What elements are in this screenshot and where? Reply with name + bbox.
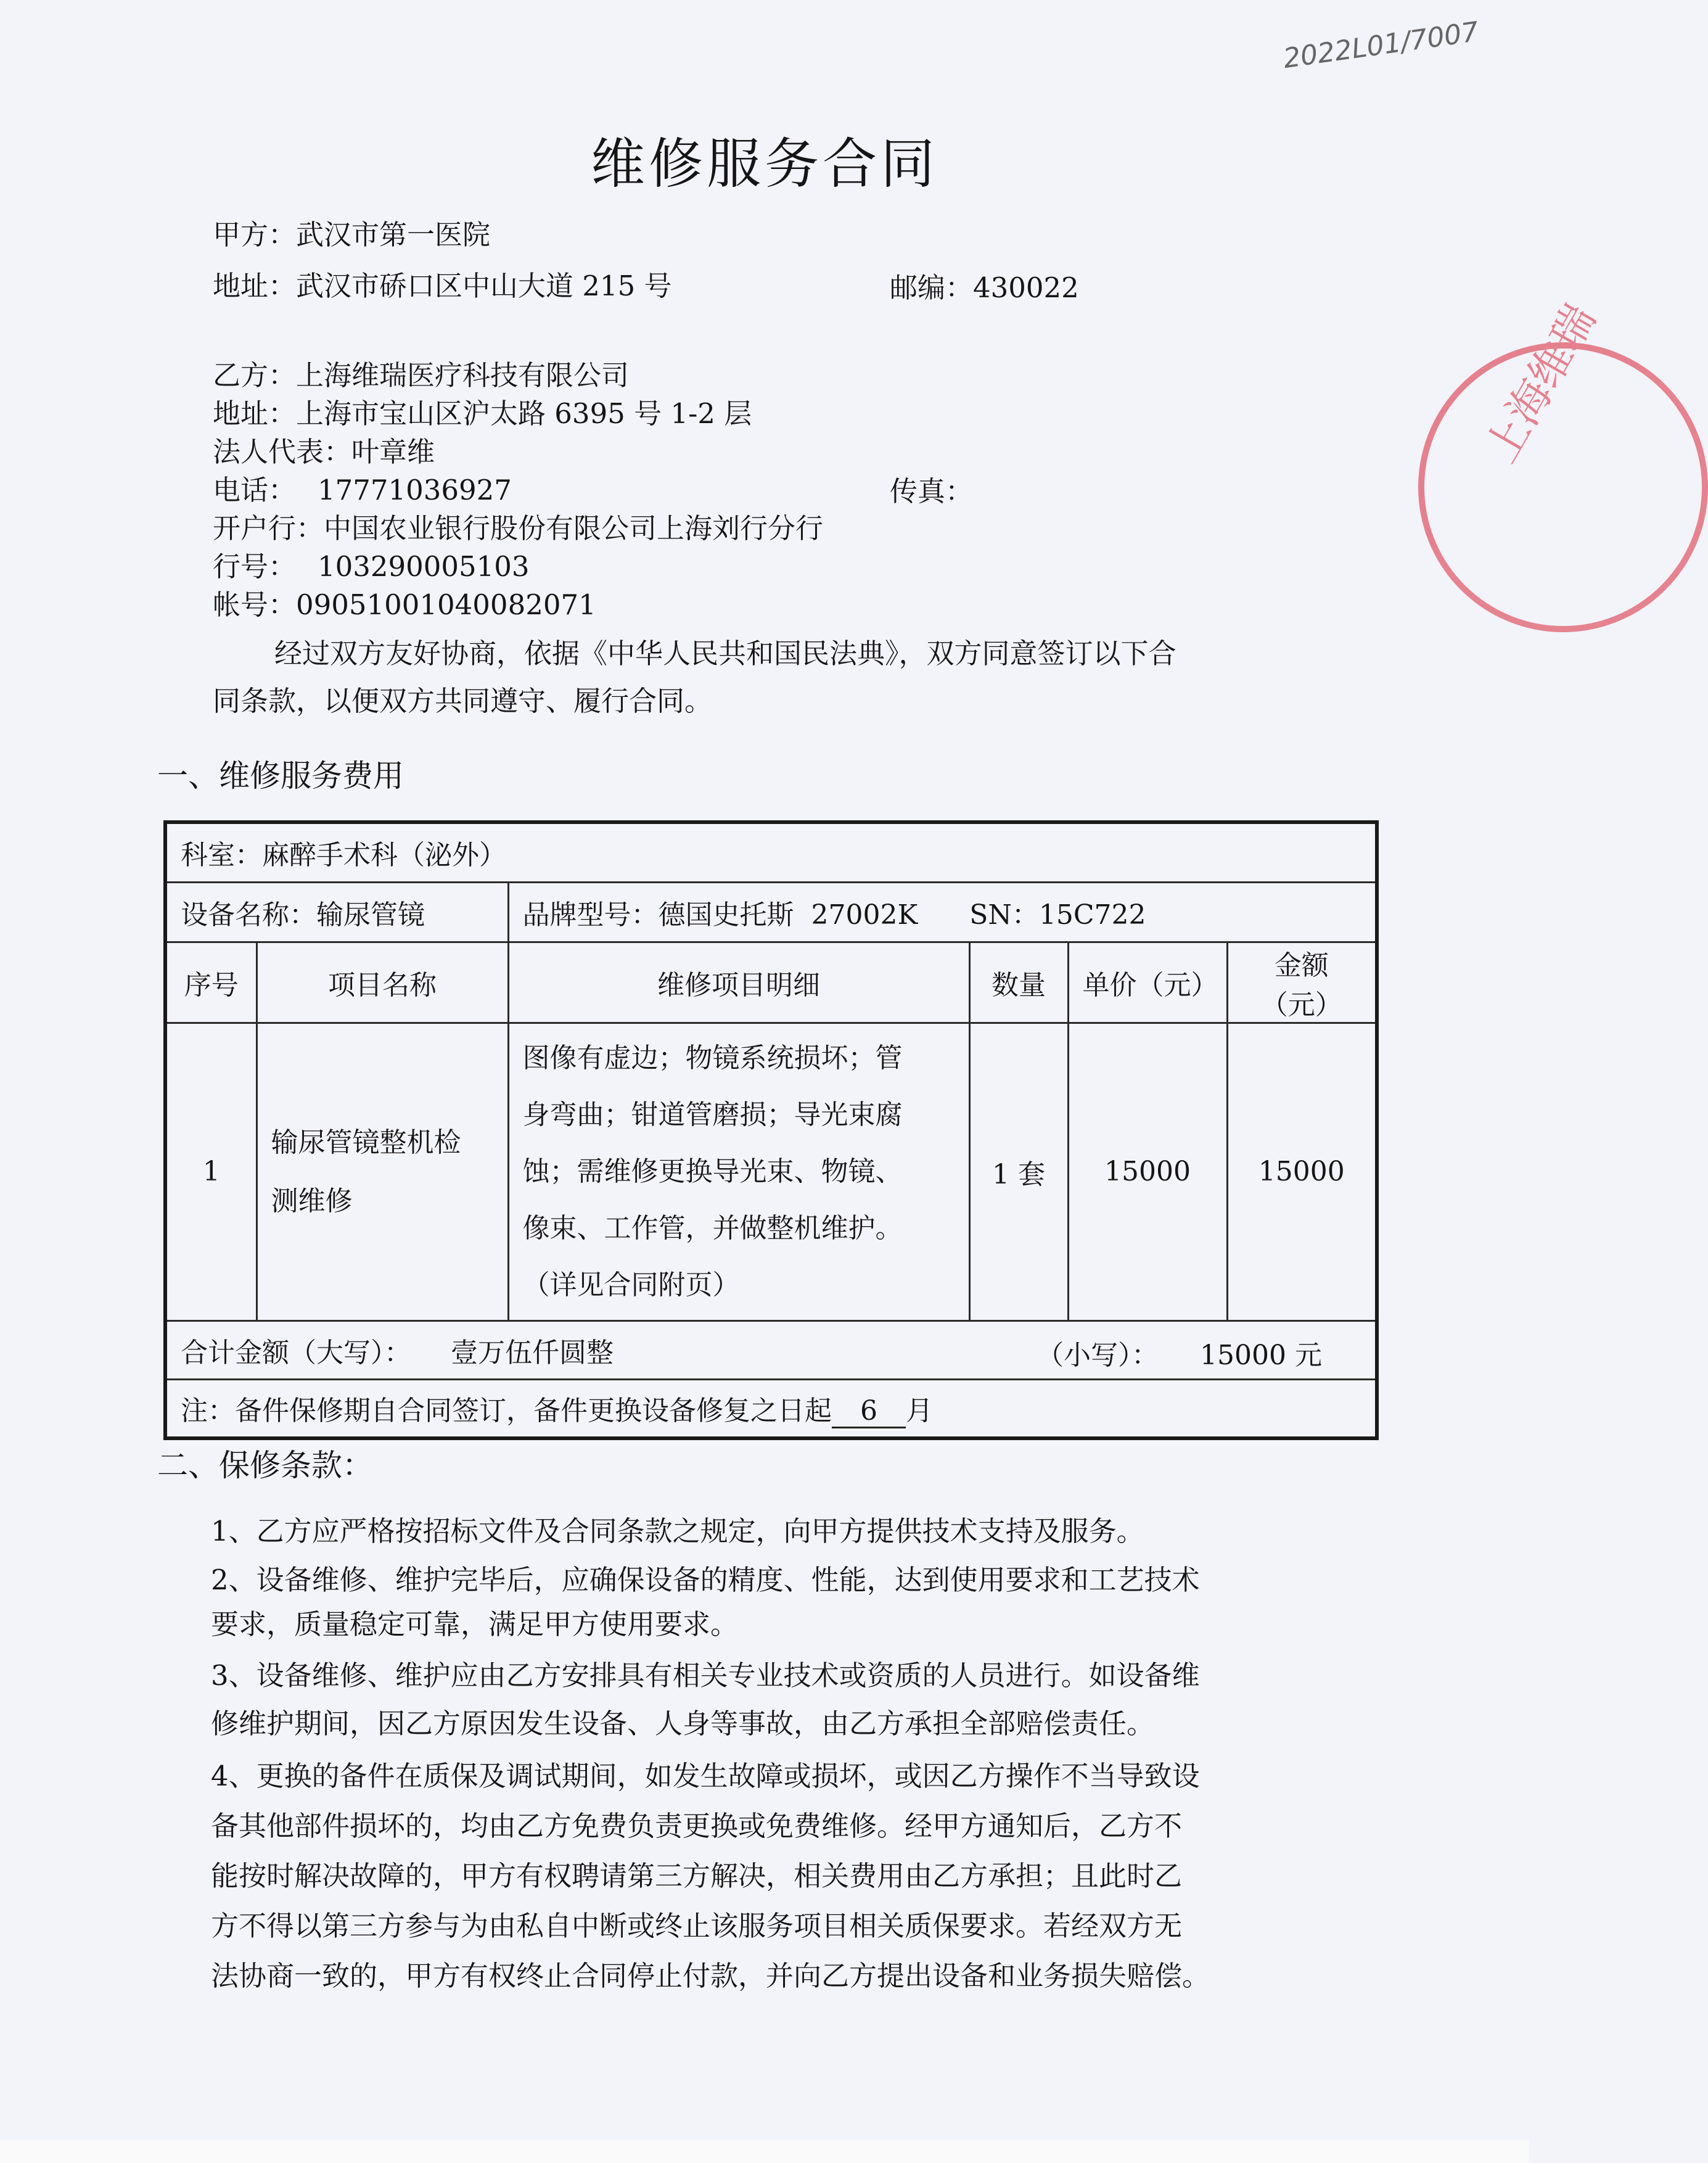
- detail-line: 蚀；需维修更换导光束、物镜、: [522, 1155, 903, 1187]
- clause-2-line-2: 要求，质量稳定可靠，满足甲方使用要求。: [211, 1608, 739, 1641]
- party-b-representative: 法人代表：叶章维: [213, 435, 435, 468]
- service-fee-table: [163, 820, 1379, 1440]
- total-label: 合计金额（大写）：: [181, 1337, 411, 1369]
- device-row: [165, 882, 1377, 942]
- clause-4-line-3: 能按时解决故障的，甲方有权聘请第三方解决，相关费用由乙方承担；且此时乙: [211, 1860, 1183, 1892]
- note-row: [165, 1379, 1377, 1438]
- brand-model-cell: 品牌型号：德国史托斯 27002K SN：15C722: [508, 882, 1377, 942]
- company-seal-stamp: [1418, 296, 1708, 632]
- stamp-text: 上海维瑞: [1475, 296, 1606, 471]
- clause-4-line-4: 方不得以第三方参与为由私自中断或终止该服务项目相关质保要求。若经双方无: [211, 1910, 1183, 1942]
- party-b-phone-label: 电话：: [213, 474, 297, 506]
- clause-4-line-1: 4、更换的备件在质保及调试期间，如发生故障或损坏，或因乙方操作不当导致设: [211, 1760, 1200, 1792]
- intro-line-2: 同条款，以便双方共同遵守、履行合同。: [213, 685, 713, 717]
- row-unit-price: 15000: [1068, 1023, 1227, 1320]
- detail-line: 身弯曲；钳道管磨损；导光束腐: [522, 1098, 903, 1131]
- header-amount: 金额（元）: [1227, 942, 1377, 1023]
- clause-1: 1、乙方应严格按招标文件及合同条款之规定，向甲方提供技术支持及服务。: [211, 1515, 1144, 1547]
- detail-line: （详见合同附页）: [522, 1269, 740, 1301]
- total-row: [165, 1320, 1377, 1379]
- total-small-label: （小写）：: [1037, 1339, 1159, 1371]
- party-b-address: 地址：上海市宝山区沪太路 6395 号 1-2 层: [213, 397, 752, 430]
- row-no: 1: [165, 1023, 257, 1320]
- detail-line: 像束、工作管，并做整机维护。: [522, 1212, 903, 1244]
- party-a-postcode: 邮编：430022: [890, 271, 1079, 304]
- row-item-name-line-2: 测维修: [271, 1185, 353, 1217]
- page-title: 维修服务合同: [591, 132, 939, 196]
- header-no: 序号: [165, 942, 257, 1023]
- party-a-name: 甲方：武汉市第一医院: [213, 218, 491, 251]
- total-small: 15000 元: [1200, 1339, 1322, 1371]
- row-item-name-line-1: 输尿管镜整机检: [271, 1126, 461, 1158]
- device-name-cell: 设备名称：输尿管镜: [165, 882, 508, 942]
- party-b-bank-no-label: 行号：: [213, 550, 297, 583]
- party-a-address: 地址：武汉市硚口区中山大道 215 号: [213, 270, 672, 302]
- party-b-bank: 开户行：中国农业银行股份有限公司上海刘行分行: [213, 512, 824, 545]
- note-months: 6: [832, 1395, 906, 1428]
- party-b-account: 帐号：09051001040082071: [213, 588, 596, 621]
- row-detail: [508, 1023, 969, 1320]
- row-item-name: [257, 1023, 508, 1320]
- dept-cell: 科室：麻醉手术科（泌外）: [165, 822, 1377, 882]
- scan-edge: [0, 2140, 1529, 2163]
- header-unit-price: 单价（元）: [1068, 942, 1227, 1023]
- intro-line-1: 经过双方友好协商，依据《中华人民共和国民法典》，双方同意签订以下合: [274, 637, 1176, 670]
- party-b-name: 乙方：上海维瑞医疗科技有限公司: [213, 359, 630, 392]
- clause-3-line-2: 修维护期间，因乙方原因发生设备、人身等事故，由乙方承担全部赔偿责任。: [211, 1707, 1155, 1740]
- handwritten-note: 2022L01/7007: [1281, 16, 1481, 75]
- row-qty: 1 套: [969, 1023, 1068, 1320]
- note-cell: [165, 1379, 1377, 1438]
- detail-line: 图像有虚边；物镜系统损坏；管: [522, 1042, 903, 1074]
- header-item-name: 项目名称: [257, 942, 508, 1023]
- section-1-title: 一、维修服务费用: [157, 758, 404, 794]
- header-detail: 维修项目明细: [508, 942, 969, 1023]
- header-qty: 数量: [969, 942, 1068, 1023]
- note-suffix: 月: [906, 1395, 933, 1427]
- clause-2-line-1: 2、设备维修、维护完毕后，应确保设备的精度、性能，达到使用要求和工艺技术: [211, 1564, 1200, 1596]
- total-upper: 壹万伍仟圆整: [451, 1337, 614, 1369]
- row-amount: 15000: [1227, 1023, 1377, 1320]
- note-prefix: 注：备件保修期自合同签订，备件更换设备修复之日起: [181, 1395, 832, 1427]
- table-header-row: [165, 942, 1377, 1023]
- total-cell: [165, 1320, 1377, 1379]
- dept-row: [165, 822, 1377, 882]
- party-b-fax: 传真：: [890, 475, 974, 508]
- party-b-bank-no: 103290005103: [318, 550, 530, 583]
- table-row: [165, 1023, 1377, 1320]
- section-2-title: 二、保修条款：: [157, 1448, 373, 1483]
- clause-4-line-5: 法协商一致的，甲方有权终止合同停止付款，并向乙方提出设备和业务损失赔偿。: [211, 1959, 1210, 1992]
- clause-3-line-1: 3、设备维修、维护应由乙方安排具有相关专业技术或资质的人员进行。如设备维: [211, 1659, 1200, 1692]
- party-b-phone: 17771036927: [318, 474, 512, 506]
- clause-4-line-2: 备其他部件损坏的，均由乙方免费负责更换或免费维修。经甲方通知后，乙方不: [211, 1810, 1183, 1842]
